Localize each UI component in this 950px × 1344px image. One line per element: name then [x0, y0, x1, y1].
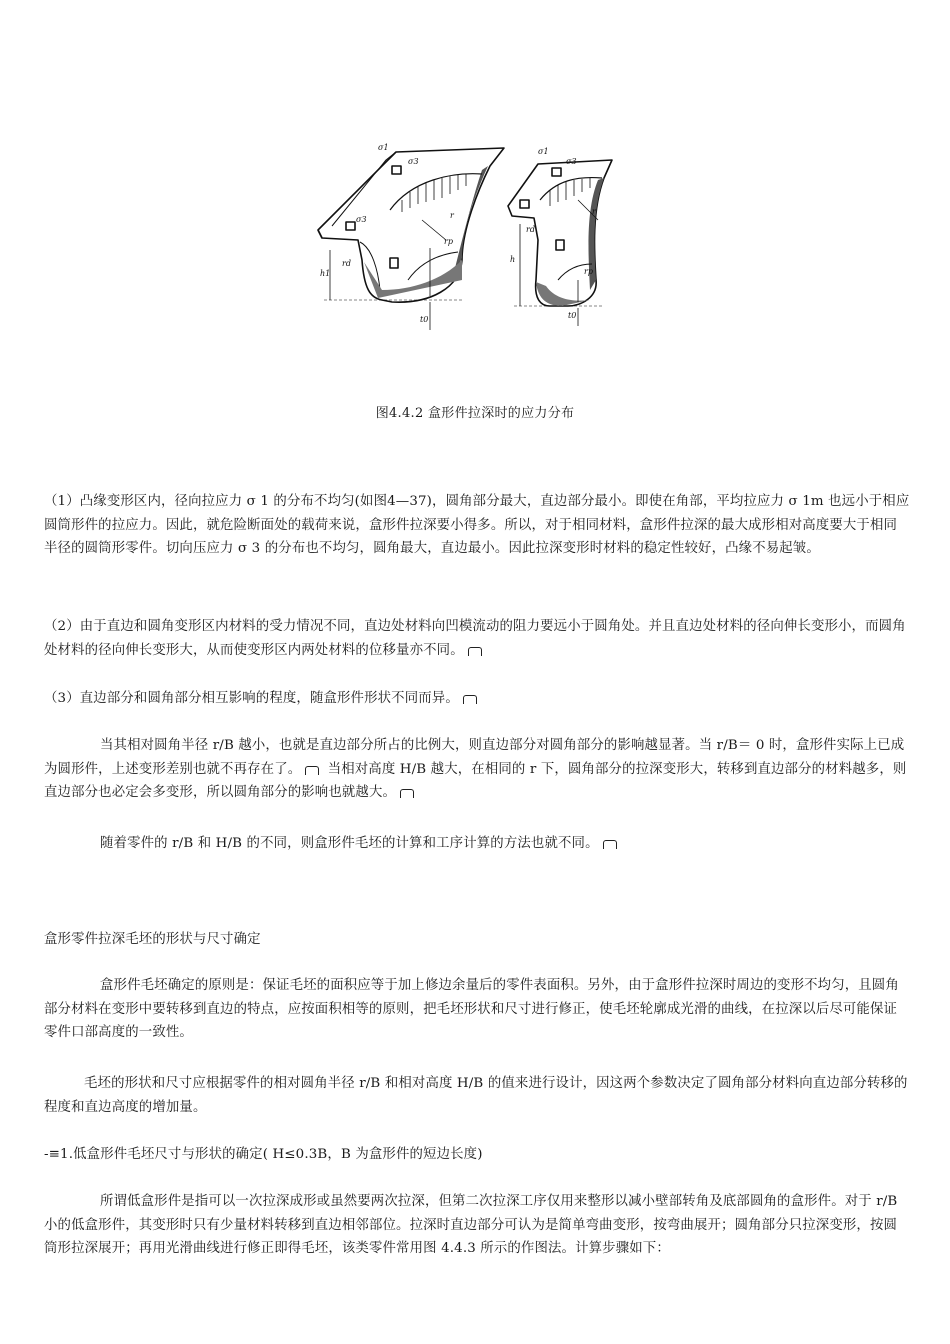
box-drawing-illustration — [312, 130, 632, 346]
left-element-cube-wall — [390, 258, 398, 268]
section-heading: 盒形零件拉深毛坯的形状与尺寸确定 — [44, 932, 261, 947]
return-mark-icon — [400, 789, 414, 798]
label-r-left: r — [450, 211, 454, 220]
return-mark-icon — [463, 695, 477, 704]
label-sigma1-right: σ1 — [538, 147, 549, 156]
right-stress-curve — [540, 178, 602, 200]
label-t0-left: t0 — [420, 315, 429, 324]
left-element-cube-top — [392, 166, 401, 174]
stress-distribution-figure — [312, 130, 632, 346]
paragraph-7: 毛坯的形状和尺寸应根据零件的相对圆角半径 r/B 和相对高度 H/B 的值来进行设计，因这两个参数决定了圆角部分材料向直边部分转移的程度和直边高度的增加量。 — [44, 1076, 908, 1115]
paragraph-3 — [44, 687, 910, 711]
label-t0-right: t0 — [568, 311, 577, 320]
return-mark-icon — [305, 766, 319, 775]
paragraph-6: 盒形件毛坯确定的原则是：保证毛坯的面积应等于加上修边余量后的零件表面积。另外，由于盒形件拉深时周边的变形不均匀，且圆角部分材料在变形中要转移到直边的特点，应按面积相等的原则，把毛坯形状和尺寸进行修正，使毛坯轮廓成光滑的曲线，在拉深以后尽可能保证零件口部高度的一致性。 — [44, 978, 899, 1040]
return-mark-icon — [603, 840, 617, 849]
subsection-heading: -≡1.低盒形件毛坯尺寸与形状的确定( H≤0.3B，B 为盒形件的短边长度) — [44, 1147, 483, 1162]
label-rd-right: rd — [526, 225, 535, 234]
label-sigma3-left: σ3 — [408, 157, 419, 166]
paragraph-2 — [44, 615, 910, 662]
figure-caption: 图4.4.2 盒形件拉深时的应力分布 — [375, 406, 575, 421]
right-element-cube-flange — [520, 200, 529, 208]
label-sigma3-right: σ3 — [566, 157, 577, 166]
paragraph-2-text: （2）由于直边和圆角变形区内材料的受力情况不同，直边处材料向凹模流动的阻力要远小于圆角处。并且直边处材料的径向伸长变形小，而圆角处材料的径向伸长变形大，从而使变形区内两处材料的位移量亦不同。 — [44, 619, 906, 658]
left-element-cube-flange — [346, 222, 355, 230]
label-sigma3-flange: σ3 — [356, 215, 367, 224]
label-rp-left: rp — [444, 237, 453, 246]
right-part-outline — [508, 160, 612, 306]
return-mark-icon — [468, 647, 482, 656]
right-element-cube-top — [552, 168, 561, 176]
paragraph-4 — [44, 734, 910, 805]
paragraph-3-text: （3）直边部分和圆角部分相互影响的程度，随盒形件形状不同而异。 — [44, 691, 459, 706]
paragraph-5-text: 随着零件的 r/B 和 H/B 的不同，则盒形件毛坯的计算和工序计算的方法也就不同。 — [100, 836, 599, 851]
paragraph-9: 所谓低盒形件是指可以一次拉深成形或虽然要两次拉深，但第二次拉深工序仅用来整形以减小壁部转角及底部圆角的盒形件。对于 r/B 小的低盒形件，其变形时只有少量材料转移到直边相邻部位。拉深时直边部分可认为是简单弯曲变形，按弯曲展开；圆角部分只拉深变形，按圆筒形拉深展开；再用光滑曲线进行修正即得毛坯，该类零件常用图 4.4.3 所示的作图法。计算步骤如下： — [44, 1194, 898, 1256]
label-rp-right: rp — [584, 267, 593, 276]
label-r-right: r — [592, 207, 596, 216]
label-h: h — [510, 255, 516, 264]
label-sigma1-left: σ1 — [378, 143, 389, 152]
paragraph-4a-text: 当其相对圆角半径 r/B 越小，也就是直边部分所占的比例大，则直边部分对圆角部分的影响越显著。当 r/B＝ 0 时，盒形件实际上已成为圆形件，上述变形差别也就不再存在了。 — [44, 738, 905, 777]
left-stress-curve — [390, 174, 482, 210]
label-h1: h1 — [320, 269, 331, 278]
label-rd-left: rd — [342, 259, 351, 268]
paragraph-4b-text: 当相对高度 H/B 越大，在相同的 r 下，圆角部分的拉深变形大，转移到直边部分的材料越多，则直边部分也必定会多变形，所以圆角部分的影响也就越大。 — [44, 761, 907, 800]
right-element-cube-wall — [556, 240, 564, 250]
paragraph-5 — [44, 832, 910, 856]
paragraph-1: （1）凸缘变形区内，径向拉应力 σ 1 的分布不均匀(如图4—37)，圆角部分最大，直边部分最小。即使在角部，平均拉应力 σ 1m 也远小于相应圆筒形件的拉应力。因此，就危险断面处的载荷来说，盒形件拉深要小得多。所以，对于相同材料，盒形件拉深的最大成形相对高度要大于相同半径的圆筒形零件。切向压应力 σ 3 的分布也不均匀，圆角最大，直边最小。因此拉深变形时材料的稳定性较好，凸缘不易起皱。 — [44, 494, 910, 556]
